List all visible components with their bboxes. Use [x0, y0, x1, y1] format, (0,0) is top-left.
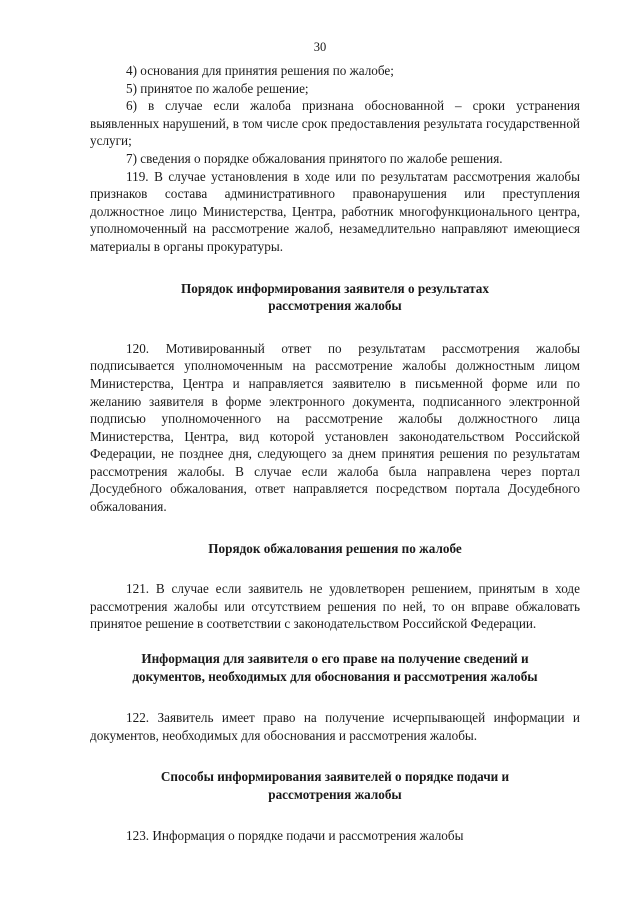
page-number: 30	[313, 40, 327, 54]
heading-line: Информация для заявителя о его праве на получение сведений и	[141, 651, 529, 667]
heading-line: документов, необходимых для обоснования и рассмотрения жалобы	[132, 668, 538, 684]
heading-line: Способы информирования заявителей о порядке подачи и	[160, 769, 510, 785]
list-item: 5) принятое по жалобе решение;	[126, 80, 309, 96]
list-item: 7) сведения о порядке обжалования принятого по жалобе решения.	[126, 150, 503, 166]
heading-line: Порядок информирования заявителя о результатах	[181, 280, 489, 296]
heading-line: рассмотрения жалобы	[268, 787, 402, 802]
section-heading-results	[90, 280, 580, 315]
paragraph-123: 123. Информация о порядке подачи и рассмотрения жалобы	[126, 827, 464, 843]
paragraph-120: 120. Мотивированный ответ по результатам рассмотрения жалобы подписывается уполномоченным на рассмотрение жалобы должностным лицом Министерства, Центра и направляется заявителю в письменной форме или по желанию заявителя в форме электронного документа, подписанного электронной подписью уполномоченного на рассмотрение жалобы должностного лица Министерства, Центра, вид которой установлен законодательством Российской Федерации, не позднее дня, следующего за днем принятия решения по результатам рассмотрения жалобы. В случае если жалоба была направлена через портал Досудебного обжалования, ответ направляется посредством портала Досудебного обжалования.	[90, 340, 580, 515]
paragraph-122: 122. Заявитель имеет право на получение исчерпывающей информации и документов, необходимых для обоснования и рассмотрения жалобы.	[90, 710, 580, 743]
section-heading-rights	[90, 650, 580, 685]
section-heading-appeal: Порядок обжалования решения по жалобе	[208, 540, 462, 556]
heading-line: рассмотрения жалобы	[268, 298, 402, 314]
paragraph-121: 121. В случае если заявитель не удовлетворен решением, принятым в ходе рассмотрения жалобы или отсутствием решения по ней, то он вправе обжаловать принятое решение в соответствии с законодательством Российской Федерации.	[90, 581, 580, 632]
list-item: 6) в случае если жалоба признана обоснованной – сроки устранения выявленных нарушений, в том числе срок предоставления результата государственной услуги;	[90, 98, 580, 149]
section-heading-informing	[90, 768, 580, 803]
list-item: 4) основания для принятия решения по жалобе;	[126, 63, 394, 78]
document-body	[90, 62, 580, 844]
paragraph-119: 119. В случае установления в ходе или по результатам рассмотрения жалобы признаков состава административного правонарушения или преступления должностное лицо Министерства, Центра, работник многофункционального центра, уполномоченный на рассмотрение жалоб, незамедлительно направляют имеющиеся материалы в органы прокуратуры.	[90, 168, 580, 254]
